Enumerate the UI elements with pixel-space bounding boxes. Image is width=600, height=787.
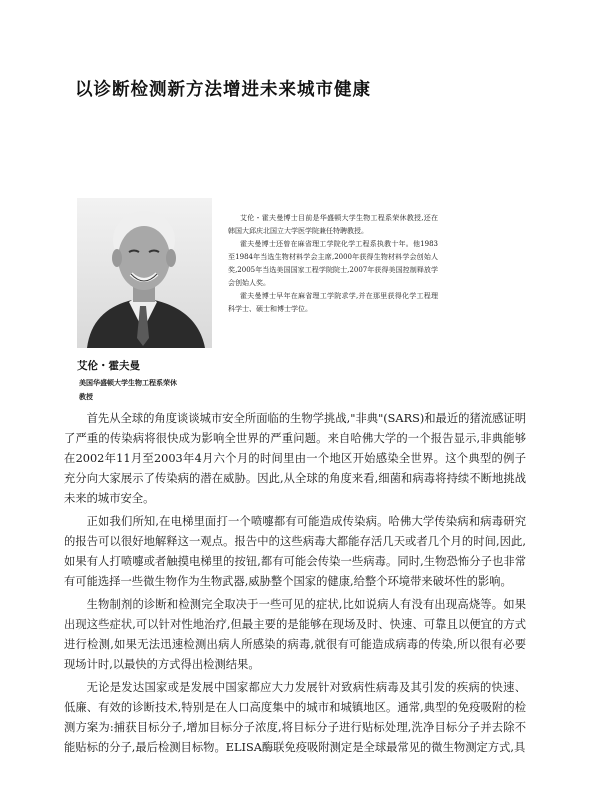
author-affiliation bbox=[79, 376, 177, 404]
body-paragraph: 生物制剂的诊断和检测完全取决于一些可见的症状,比如说病人有没有出现高烧等。如果出现这些症状,可以针对性地治疗,但最主要的是能够在现场及时、快速、可靠且以便宜的方式进行检测,如果无法迅速检测出病人所感染的病毒,就很有可能造成病毒的传染,所以很有必要现场计时,以最快的方式得出检测结果。 bbox=[64, 598, 526, 671]
bio-paragraph: 艾伦・霍夫曼博士目前是华盛顿大学生物工程系荣休教授,还在韩国大邱庆北国立大学医学院兼任特聘教授。 bbox=[228, 214, 438, 235]
bio-paragraph: 霍夫曼博士还曾在麻省理工学院化学工程系执教十年。他1983至1984年当选生物材料学会主席,2000年获得生物材料学会创始人奖,2005年当选美国国家工程学院院士,2007年获得美国控制释放学会创始人奖。 bbox=[228, 240, 438, 287]
body-paragraph: 正如我们所知,在电梯里面打一个喷嚏都有可能造成传染病。哈佛大学传染病和病毒研究的报告可以很好地解释这一观点。报告中的这些病毒大都能存活几天或者几个月的时间,因此,如果有人打喷嚏或者触摸电梯里的按钮,都有可能会传染一些病毒。同时,生物恐怖分子也非常有可能选择一些微生物作为生物武器,威胁整个国家的健康,给整个环境带来破坏性的影响。 bbox=[64, 515, 526, 588]
author-photo bbox=[77, 198, 212, 348]
body-paragraph: 首先从全球的角度谈谈城市安全所面临的生物学挑战,"非典"(SARS)和最近的猪流感证明了严重的传染病将很快成为影响全世界的严重问题。来自哈佛大学的一个报告显示,非典能够在2002年11月至2003年4月六个月的时间里由一个地区开始感染全世界。这个典型的例子充分向大家展示了传染病的潜在威胁。因此,从全球的角度来看,细菌和病毒将持续不断地挑战未来的城市安全。 bbox=[64, 412, 526, 505]
affiliation-line: 教授 bbox=[79, 392, 93, 401]
article-body bbox=[64, 409, 526, 761]
portrait-photo-icon bbox=[77, 198, 212, 348]
bio-paragraph: 霍夫曼博士早年在麻省理工学院求学,并在那里获得化学工程理科学士、硕士和博士学位。 bbox=[228, 292, 438, 313]
article-title: 以诊断检测新方法增进未来城市健康 bbox=[75, 80, 371, 100]
body-paragraph: 无论是发达国家或是发展中国家都应大力发展针对致病性病毒及其引发的疾病的快速、低廉、有效的诊断技术,特别是在人口高度集中的城市和城镇地区。通常,典型的免疫吸附的检测方案为:捕获目标分子,增加目标分子浓度,将目标分子进行贴标处理,洗净目标分子并去除不能贴标的分子,最后检测目标物。ELISA酶联免疫吸附测定是全球最常见的微生物测定方式,具 bbox=[64, 681, 526, 754]
author-bio bbox=[228, 212, 438, 316]
affiliation-line: 美国华盛顿大学生物工程系荣休 bbox=[79, 378, 177, 387]
author-name: 艾伦・霍夫曼 bbox=[77, 360, 140, 372]
